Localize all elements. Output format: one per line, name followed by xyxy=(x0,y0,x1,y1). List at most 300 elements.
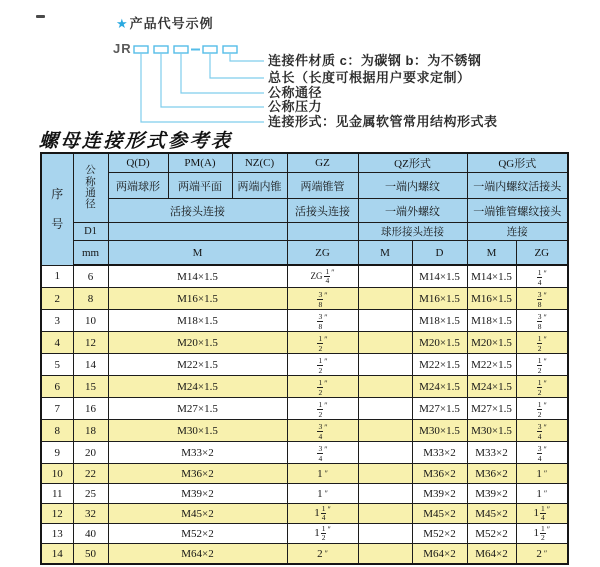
fraction-denominator: 2 xyxy=(537,343,542,353)
fraction-numerator: 3 xyxy=(537,290,542,299)
cell-qz-m xyxy=(358,376,412,398)
fraction-numerator: 3 xyxy=(318,290,323,299)
fraction-numerator: 1 xyxy=(318,334,323,343)
fraction-denominator: 4 xyxy=(537,277,542,287)
cell-gz-taper-thread xyxy=(287,376,358,398)
cell-gz-taper-thread xyxy=(287,265,358,288)
cell-gz-taper-thread xyxy=(287,524,358,544)
whole-number: 1 xyxy=(314,507,320,519)
cell-qz-m xyxy=(358,398,412,420)
leader-lines xyxy=(141,53,264,122)
cell-qg-zg xyxy=(516,420,568,442)
cell-qz-m xyxy=(358,524,412,544)
cell-qg-m: M18×1.5 xyxy=(467,310,516,332)
whole-number: 2 xyxy=(536,547,542,560)
cell-serial: 7 xyxy=(41,398,73,420)
cell-metric-thread: M36×2 xyxy=(108,464,287,484)
header-row-end-types xyxy=(41,173,568,199)
nut-connection-reference-table xyxy=(40,152,569,565)
thread-size-value xyxy=(537,357,547,375)
fraction-numerator: 1 xyxy=(537,400,542,409)
inch-mark: ″ xyxy=(543,445,547,454)
cell-metric-thread: M24×1.5 xyxy=(108,376,287,398)
fraction-numerator: 3 xyxy=(318,422,323,431)
inch-mark: ″ xyxy=(543,488,548,498)
code-box-1 xyxy=(134,46,148,53)
cell-metric-thread: M20×1.5 xyxy=(108,332,287,354)
thread-size-value xyxy=(317,549,328,560)
code-box-2 xyxy=(154,46,168,53)
inch-mark: ″ xyxy=(324,313,328,322)
header-code-qz: QZ形式 xyxy=(358,153,467,173)
thread-size-value xyxy=(533,505,550,523)
cell-qg-zg xyxy=(516,524,568,544)
header-code-qg: QG形式 xyxy=(467,153,568,173)
fraction-denominator: 4 xyxy=(537,453,542,463)
table-title: 螺母连接形式参考表 xyxy=(38,131,233,152)
thread-size-value xyxy=(536,549,547,560)
header-unit-m-left: M xyxy=(108,241,287,266)
cell-qz-d: M52×2 xyxy=(412,524,467,544)
table-row xyxy=(41,442,568,464)
cell-qz-d: M36×2 xyxy=(412,464,467,484)
header-d1-blank-gz xyxy=(287,223,358,241)
header-sub-gz: 两端锥管 xyxy=(287,173,358,199)
thread-size-value xyxy=(536,469,547,480)
fraction-numerator: 1 xyxy=(318,400,323,409)
fraction xyxy=(317,313,323,331)
cell-serial: 11 xyxy=(41,484,73,504)
header-nominal-diameter-text: 公 称 通 径 xyxy=(85,165,96,211)
cell-diameter-mm: 8 xyxy=(73,288,108,310)
cell-qg-m: M52×2 xyxy=(467,524,516,544)
cell-qg-zg xyxy=(516,442,568,464)
fraction xyxy=(537,357,543,375)
inch-mark: ″ xyxy=(546,504,551,514)
cell-serial: 13 xyxy=(41,524,73,544)
table-row xyxy=(41,354,568,376)
header-serial xyxy=(41,153,73,265)
fraction-numerator: 1 xyxy=(537,334,542,343)
thread-size-value xyxy=(537,313,547,331)
fraction-numerator: 1 xyxy=(540,523,545,533)
cell-qg-m: M24×1.5 xyxy=(467,376,516,398)
whole-number: 1 xyxy=(317,487,323,500)
cell-gz-taper-thread xyxy=(287,484,358,504)
cell-qg-m: M30×1.5 xyxy=(467,420,516,442)
fraction-denominator: 8 xyxy=(318,299,323,309)
fraction-denominator: 4 xyxy=(325,276,330,286)
cell-diameter-mm: 16 xyxy=(73,398,108,420)
thread-size-value xyxy=(314,505,331,523)
inch-mark: ″ xyxy=(324,488,328,498)
fraction-numerator: 3 xyxy=(537,312,542,321)
table-row xyxy=(41,398,568,420)
header-connection: 连接 xyxy=(467,223,568,241)
cell-diameter-mm: 10 xyxy=(73,310,108,332)
table-row xyxy=(41,524,568,544)
header-sub-qd: 两端球形 xyxy=(108,173,168,199)
thread-size-value xyxy=(537,335,547,353)
header-sub-nzc: 两端内锥 xyxy=(232,173,287,199)
fraction xyxy=(317,357,323,375)
thread-size-value xyxy=(317,401,327,419)
cell-qg-zg xyxy=(516,464,568,484)
cell-qz-m xyxy=(358,288,412,310)
cell-qz-d: M14×1.5 xyxy=(412,265,467,288)
cell-qz-d: M39×2 xyxy=(412,484,467,504)
thread-size-value xyxy=(317,469,328,480)
table-row xyxy=(41,544,568,565)
thread-size-value xyxy=(317,291,327,309)
cell-diameter-mm: 25 xyxy=(73,484,108,504)
fraction xyxy=(321,525,327,543)
fraction xyxy=(317,445,323,463)
whole-number: 1 xyxy=(533,527,539,539)
header-sub-pma: 两端平面 xyxy=(168,173,232,199)
header-sub-qg: 一端内螺纹活接头 xyxy=(467,173,568,199)
fraction-denominator: 4 xyxy=(318,431,323,441)
thread-size-value xyxy=(536,489,547,500)
code-box-5 xyxy=(223,46,237,53)
table-row xyxy=(41,310,568,332)
table-row xyxy=(41,504,568,524)
cell-serial: 1 xyxy=(41,265,73,288)
leader-line-length xyxy=(210,53,264,78)
cell-qz-m xyxy=(358,544,412,565)
cell-qz-m xyxy=(358,354,412,376)
cell-metric-thread: M52×2 xyxy=(108,524,287,544)
product-code-prefix: JR xyxy=(113,41,132,56)
cell-qz-m xyxy=(358,484,412,504)
cell-qg-m: M22×1.5 xyxy=(467,354,516,376)
fraction-numerator: 3 xyxy=(318,312,323,321)
header-serial-text: 序 号 xyxy=(51,186,64,231)
cell-gz-taper-thread xyxy=(287,504,358,524)
header-d1-blank-left xyxy=(108,223,287,241)
fraction xyxy=(537,291,543,309)
fraction-denominator: 8 xyxy=(537,321,542,331)
header-unit-m-qg: M xyxy=(467,241,516,266)
cell-diameter-mm: 20 xyxy=(73,442,108,464)
header-code-nzc: NZ(C) xyxy=(232,153,287,173)
fraction-denominator: 2 xyxy=(321,533,326,543)
cell-qz-d: M16×1.5 xyxy=(412,288,467,310)
fraction-denominator: 4 xyxy=(321,513,326,523)
cell-qz-m xyxy=(358,504,412,524)
cell-gz-taper-thread xyxy=(287,420,358,442)
thread-size-value xyxy=(317,489,328,500)
cell-qg-zg xyxy=(516,504,568,524)
table-header xyxy=(41,153,568,265)
cell-metric-thread: M22×1.5 xyxy=(108,354,287,376)
fraction xyxy=(321,505,327,523)
thread-size-value xyxy=(317,423,327,441)
cell-qg-zg xyxy=(516,354,568,376)
thread-size-value xyxy=(537,379,547,397)
inch-mark: ″ xyxy=(327,524,331,534)
inch-mark: ″ xyxy=(546,524,551,534)
inch-mark: ″ xyxy=(327,504,331,514)
thread-size-value xyxy=(317,379,327,397)
fraction-numerator: 3 xyxy=(537,422,542,431)
cell-gz-taper-thread xyxy=(287,354,358,376)
fraction-denominator: 2 xyxy=(540,533,545,543)
cell-metric-thread: M27×1.5 xyxy=(108,398,287,420)
fraction-denominator: 4 xyxy=(318,453,323,463)
fraction-denominator: 4 xyxy=(537,431,542,441)
fraction-denominator: 2 xyxy=(318,409,323,419)
fraction xyxy=(537,335,543,353)
cell-metric-thread: M30×1.5 xyxy=(108,420,287,442)
leader-line-diameter xyxy=(181,53,264,93)
header-unit-zg-qg: ZG xyxy=(516,241,568,266)
cell-metric-thread: M18×1.5 xyxy=(108,310,287,332)
inch-mark: ″ xyxy=(543,379,547,388)
fraction-numerator: 1 xyxy=(537,356,542,365)
inch-mark: ″ xyxy=(324,335,328,344)
inch-mark: ″ xyxy=(324,548,328,558)
label-connector-material: 连接件材质 c：为碳钢 b：为不锈钢 xyxy=(268,53,482,68)
cell-gz-taper-thread xyxy=(287,464,358,484)
header-mm: mm xyxy=(73,241,108,266)
whole-number: 1 xyxy=(317,467,323,480)
cell-qz-d: M18×1.5 xyxy=(412,310,467,332)
inch-mark: ″ xyxy=(324,291,328,300)
table-row xyxy=(41,265,568,288)
cell-qg-m: M14×1.5 xyxy=(467,265,516,288)
cell-metric-thread: M39×2 xyxy=(108,484,287,504)
fraction xyxy=(317,335,323,353)
cell-serial: 5 xyxy=(41,354,73,376)
cell-serial: 14 xyxy=(41,544,73,565)
cell-gz-taper-thread xyxy=(287,310,358,332)
cell-diameter-mm: 40 xyxy=(73,524,108,544)
thread-size-value xyxy=(317,335,327,353)
inch-mark: ″ xyxy=(331,267,335,277)
fraction xyxy=(324,268,330,286)
cell-metric-thread: M16×1.5 xyxy=(108,288,287,310)
cell-qg-m: M33×2 xyxy=(467,442,516,464)
whole-number: 2 xyxy=(317,547,323,560)
leader-line-material xyxy=(230,53,264,61)
header-code-pma: PM(A) xyxy=(168,153,232,173)
thread-size-value xyxy=(537,291,547,309)
fraction xyxy=(537,423,543,441)
cell-qz-d: M20×1.5 xyxy=(412,332,467,354)
cell-qz-d: M24×1.5 xyxy=(412,376,467,398)
cell-serial: 2 xyxy=(41,288,73,310)
fraction-denominator: 2 xyxy=(318,387,323,397)
cell-diameter-mm: 12 xyxy=(73,332,108,354)
fraction-denominator: 2 xyxy=(537,387,542,397)
cell-diameter-mm: 32 xyxy=(73,504,108,524)
cell-qg-zg xyxy=(516,332,568,354)
cell-qg-m: M45×2 xyxy=(467,504,516,524)
table-row xyxy=(41,332,568,354)
fraction xyxy=(537,445,543,463)
cell-metric-thread: M64×2 xyxy=(108,544,287,565)
code-segment-boxes xyxy=(134,46,237,53)
diagram-heading-text: 产品代号示例 xyxy=(129,16,214,31)
inch-mark: ″ xyxy=(543,468,548,478)
header-union-connection-gz: 活接头连接 xyxy=(287,199,358,223)
thread-size-value xyxy=(537,269,547,287)
cell-qg-m: M27×1.5 xyxy=(467,398,516,420)
header-d1: D1 xyxy=(73,223,108,241)
cell-qg-zg xyxy=(516,376,568,398)
thread-size-value xyxy=(537,401,547,419)
cell-serial: 6 xyxy=(41,376,73,398)
fraction xyxy=(537,379,543,397)
fraction xyxy=(540,525,546,543)
cell-qg-zg xyxy=(516,288,568,310)
fraction-numerator: 1 xyxy=(537,268,542,277)
inch-mark: ″ xyxy=(324,401,328,410)
cell-qz-d: M27×1.5 xyxy=(412,398,467,420)
fraction-numerator: 1 xyxy=(321,503,326,513)
cell-gz-taper-thread xyxy=(287,398,358,420)
fraction xyxy=(317,291,323,309)
cell-qz-d: M45×2 xyxy=(412,504,467,524)
fraction-denominator: 2 xyxy=(318,343,323,353)
inch-mark: ″ xyxy=(543,335,547,344)
cell-qz-m xyxy=(358,332,412,354)
inch-mark: ″ xyxy=(543,357,547,366)
cell-qg-m: M39×2 xyxy=(467,484,516,504)
header-union-connection: 活接头连接 xyxy=(108,199,287,223)
fraction xyxy=(317,423,323,441)
fraction-numerator: 1 xyxy=(318,356,323,365)
thread-size-value xyxy=(537,423,547,441)
inch-mark: ″ xyxy=(543,401,547,410)
header-row-connection-types xyxy=(41,199,568,223)
thread-size-value xyxy=(537,445,547,463)
inch-mark: ″ xyxy=(543,313,547,322)
fraction-numerator: 1 xyxy=(325,266,330,276)
fraction-denominator: 2 xyxy=(318,365,323,375)
cell-diameter-mm: 22 xyxy=(73,464,108,484)
fraction xyxy=(317,401,323,419)
cell-gz-taper-thread xyxy=(287,288,358,310)
fraction-denominator: 4 xyxy=(540,513,545,523)
zg-prefix: ZG xyxy=(310,271,323,281)
fraction xyxy=(537,269,543,287)
fraction xyxy=(317,379,323,397)
thread-size-value xyxy=(314,525,331,543)
cell-qz-m xyxy=(358,265,412,288)
cell-metric-thread: M33×2 xyxy=(108,442,287,464)
thread-size-value xyxy=(310,268,334,286)
cell-qg-m: M20×1.5 xyxy=(467,332,516,354)
whole-number: 1 xyxy=(314,527,320,539)
fraction-denominator: 2 xyxy=(537,365,542,375)
thread-size-value xyxy=(533,525,550,543)
inch-mark: ″ xyxy=(324,468,328,478)
inch-mark: ″ xyxy=(543,291,547,300)
cell-qg-zg xyxy=(516,484,568,504)
cell-diameter-mm: 6 xyxy=(73,265,108,288)
label-connection-form: 连接形式：见金属软管常用结构形式表 xyxy=(268,114,498,129)
cell-qg-m: M64×2 xyxy=(467,544,516,565)
label-nominal-diameter: 公称通径 xyxy=(268,85,323,100)
cell-qz-d: M30×1.5 xyxy=(412,420,467,442)
cell-qz-d: M64×2 xyxy=(412,544,467,565)
leader-line-connection xyxy=(141,53,264,122)
code-box-3 xyxy=(174,46,188,53)
table-row xyxy=(41,288,568,310)
cell-qz-m xyxy=(358,310,412,332)
header-row-codes xyxy=(41,153,568,173)
thread-size-value xyxy=(317,445,327,463)
fraction-numerator: 1 xyxy=(321,523,326,533)
thread-size-value xyxy=(317,313,327,331)
label-total-length: 总长（长度可根据用户要求定制） xyxy=(268,70,471,85)
fraction xyxy=(537,313,543,331)
whole-number: 1 xyxy=(536,467,542,480)
cell-qg-zg xyxy=(516,310,568,332)
cell-qz-d: M22×1.5 xyxy=(412,354,467,376)
cell-qg-m: M16×1.5 xyxy=(467,288,516,310)
fraction-numerator: 1 xyxy=(318,378,323,387)
cell-gz-taper-thread xyxy=(287,442,358,464)
inch-mark: ″ xyxy=(324,357,328,366)
header-row-d1 xyxy=(41,223,568,241)
inch-mark: ″ xyxy=(543,423,547,432)
table-row xyxy=(41,484,568,504)
cell-qg-zg xyxy=(516,544,568,565)
table-body xyxy=(41,265,568,564)
fraction-numerator: 1 xyxy=(537,378,542,387)
cell-qg-m: M36×2 xyxy=(467,464,516,484)
header-nominal-diameter xyxy=(73,153,108,223)
table-row xyxy=(41,464,568,484)
inch-mark: ″ xyxy=(324,423,328,432)
cell-qg-zg xyxy=(516,265,568,288)
inch-mark: ″ xyxy=(543,269,547,278)
cell-qz-m xyxy=(358,442,412,464)
fraction-denominator: 8 xyxy=(318,321,323,331)
fraction-denominator: 8 xyxy=(537,299,542,309)
cell-qz-d: M33×2 xyxy=(412,442,467,464)
cell-serial: 4 xyxy=(41,332,73,354)
header-code-gz: GZ xyxy=(287,153,358,173)
cell-serial: 10 xyxy=(41,464,73,484)
fraction xyxy=(537,401,543,419)
cell-qz-m xyxy=(358,420,412,442)
star-icon: ★ xyxy=(116,16,129,31)
cell-diameter-mm: 15 xyxy=(73,376,108,398)
fraction-numerator: 1 xyxy=(540,503,545,513)
header-unit-zg-gz: ZG xyxy=(287,241,358,266)
code-box-4 xyxy=(203,46,217,53)
table-row xyxy=(41,420,568,442)
cell-serial: 8 xyxy=(41,420,73,442)
header-external-thread: 一端外螺纹 xyxy=(358,199,467,223)
header-taper-thread-joint: 一端锥管螺纹接头 xyxy=(467,199,568,223)
inch-mark: ″ xyxy=(324,445,328,454)
whole-number: 1 xyxy=(536,487,542,500)
cell-gz-taper-thread xyxy=(287,332,358,354)
header-row-units xyxy=(41,241,568,266)
cell-qg-zg xyxy=(516,398,568,420)
cell-serial: 12 xyxy=(41,504,73,524)
cell-qz-m xyxy=(358,464,412,484)
cell-diameter-mm: 50 xyxy=(73,544,108,565)
fraction-numerator: 3 xyxy=(537,444,542,453)
cell-diameter-mm: 18 xyxy=(73,420,108,442)
diagram-heading xyxy=(116,13,214,32)
